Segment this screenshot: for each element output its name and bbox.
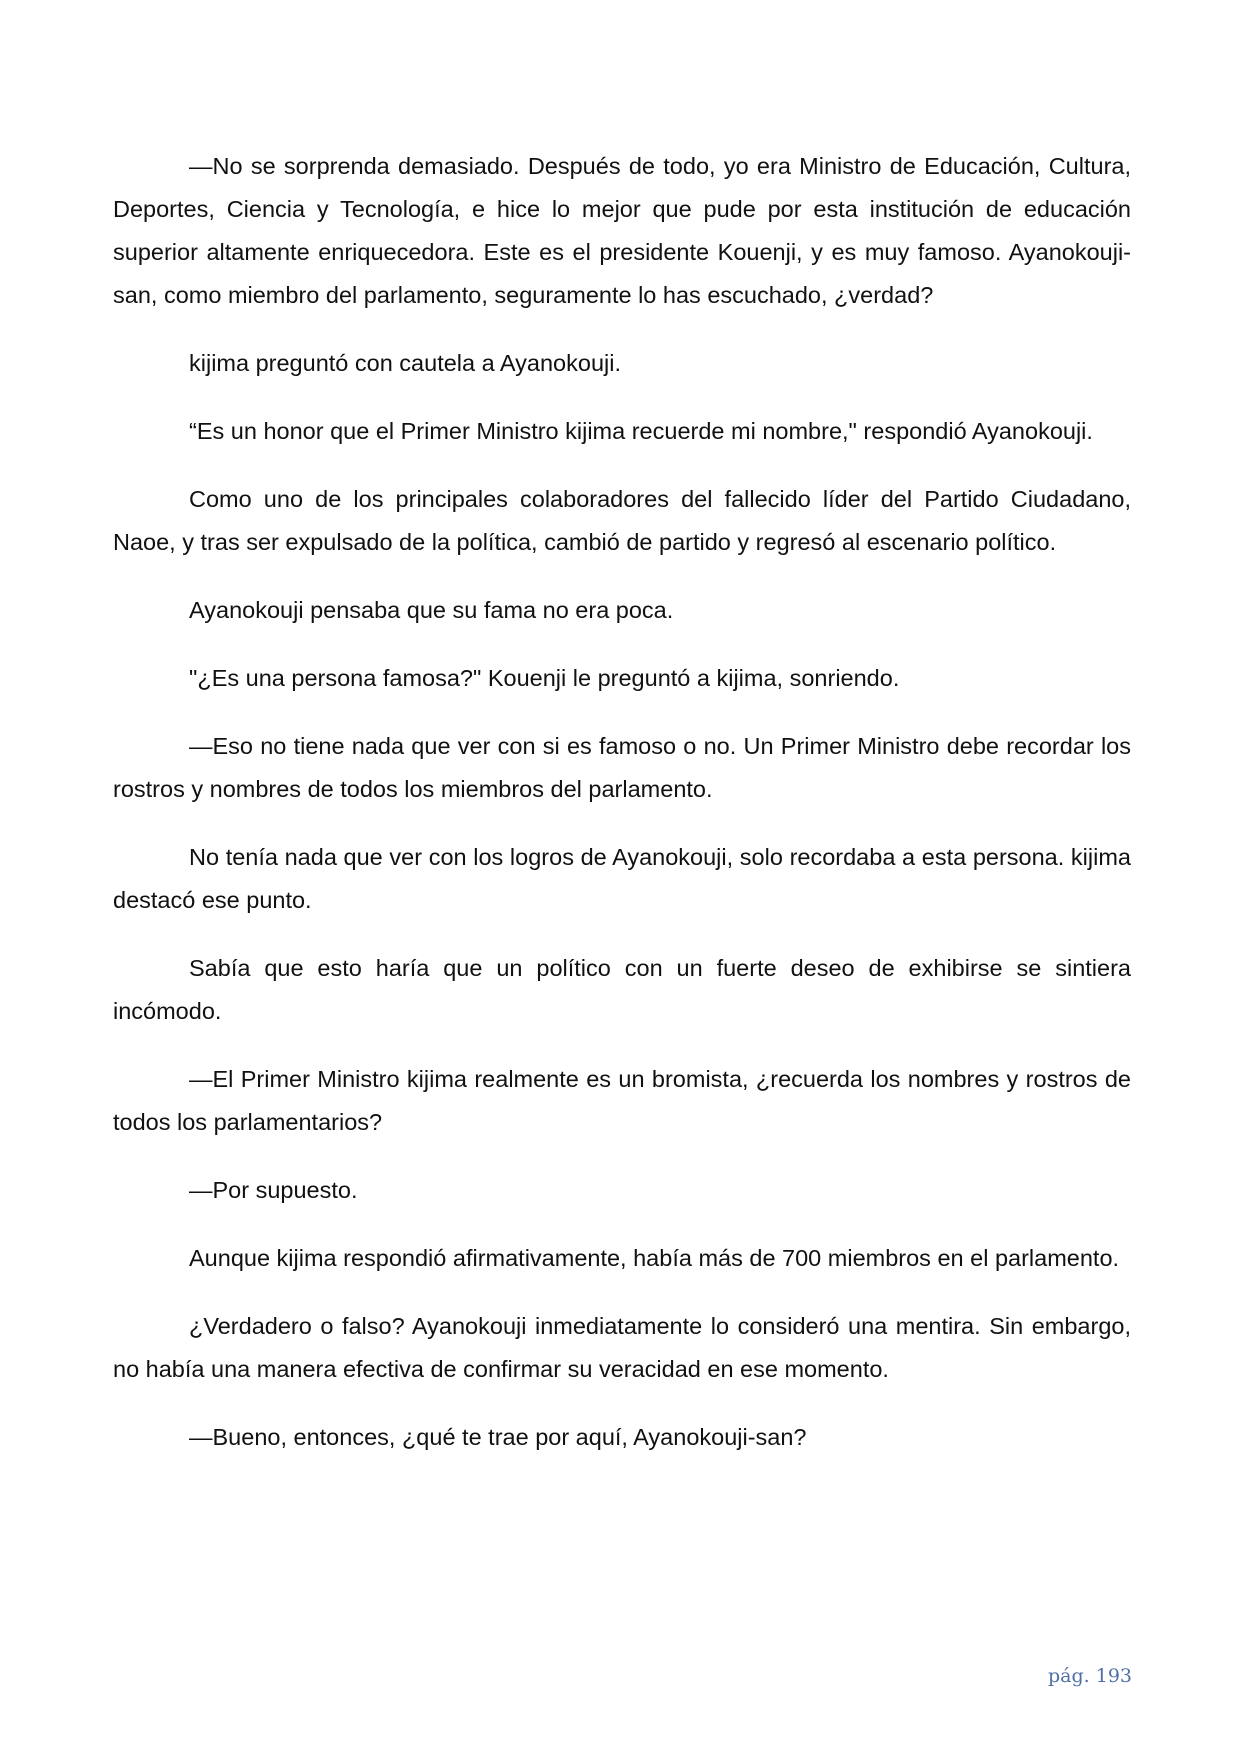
paragraph: ¿Verdadero o falso? Ayanokouji inmediatamente lo consideró una mentira. Sin embargo, no había una manera efectiva de confirmar su veracidad en ese momento. <box>113 1313 1131 1382</box>
document-body <box>113 145 1131 1484</box>
paragraph: —Bueno, entonces, ¿qué te trae por aquí, Ayanokouji-san? <box>189 1424 807 1450</box>
paragraph: Sabía que esto haría que un político con un fuerte deseo de exhibirse se sintiera incómodo. <box>113 955 1131 1024</box>
paragraph: kijima preguntó con cautela a Ayanokouji. <box>189 350 621 376</box>
page-number: pág. 193 <box>1048 1665 1132 1687</box>
paragraph: —El Primer Ministro kijima realmente es un bromista, ¿recuerda los nombres y rostros de todos los parlamentarios? <box>113 1066 1131 1135</box>
paragraph: "¿Es una persona famosa?" Kouenji le preguntó a kijima, sonriendo. <box>189 665 900 691</box>
paragraph: Aunque kijima respondió afirmativamente, había más de 700 miembros en el parlamento. <box>189 1245 1120 1271</box>
paragraph: —Eso no tiene nada que ver con si es famoso o no. Un Primer Ministro debe recordar los rostros y nombres de todos los miembros del parlamento. <box>113 733 1131 802</box>
paragraph: —No se sorprenda demasiado. Después de todo, yo era Ministro de Educación, Cultura, Deportes, Ciencia y Tecnología, e hice lo mejor que pude por esta institución de educación superior altamente enriquecedora. Este es el presidente Kouenji, y es muy famoso. Ayanokouji-san, como miembro del parlamento, seguramente lo has escuchado, ¿verdad? <box>113 153 1131 308</box>
paragraph: Como uno de los principales colaboradores del fallecido líder del Partido Ciudadano, Naoe, y tras ser expulsado de la política, cambió de partido y regresó al escenario político. <box>113 486 1131 555</box>
paragraph: “Es un honor que el Primer Ministro kijima recuerde mi nombre," respondió Ayanokouji. <box>189 418 1093 444</box>
paragraph: No tenía nada que ver con los logros de Ayanokouji, solo recordaba a esta persona. kijima destacó ese punto. <box>113 844 1131 913</box>
paragraph: —Por supuesto. <box>189 1177 358 1203</box>
paragraph: Ayanokouji pensaba que su fama no era poca. <box>189 597 674 623</box>
